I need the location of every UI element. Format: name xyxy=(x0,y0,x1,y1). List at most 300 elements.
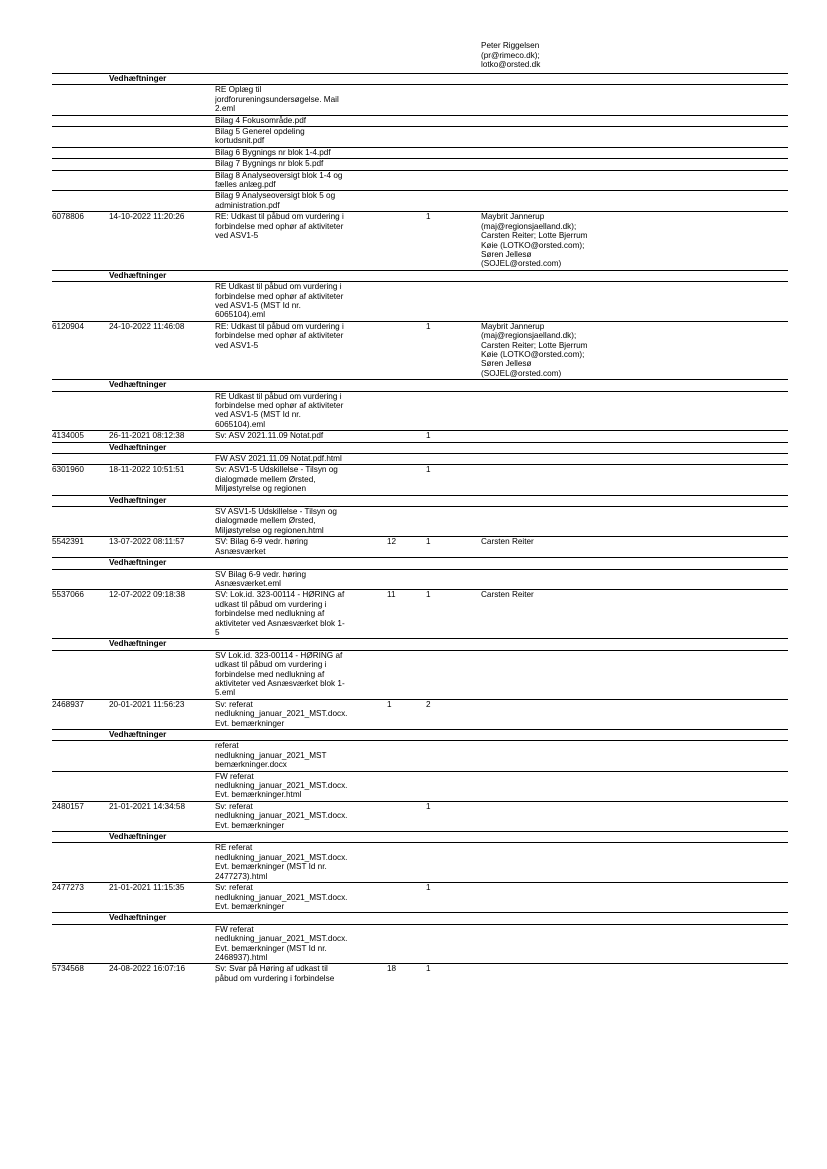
attachment-name-line: forbindelse med ophør af aktiviteter xyxy=(215,291,344,301)
record-subject xyxy=(215,699,387,729)
record-row xyxy=(52,321,788,379)
attachment-name-line: SV Bilag 6-9 vedr. høring xyxy=(215,569,307,579)
attachment-row xyxy=(52,282,788,322)
attachment-name xyxy=(215,771,387,801)
record-row xyxy=(52,883,788,913)
record-subject xyxy=(215,537,387,558)
attachment-row xyxy=(52,650,788,699)
attachment-name-line: 5.eml xyxy=(215,688,236,698)
empty-cell xyxy=(109,159,215,170)
empty-cell xyxy=(52,924,109,964)
record-subject-line: SV: Bilag 6-9 vedr. høring xyxy=(215,537,308,547)
attachment-name-line: Evt. bemærkninger (MST Id nr. xyxy=(215,862,327,872)
record-subject xyxy=(215,590,387,639)
record-subject xyxy=(215,883,387,913)
attachments-heading: Vedhæftninger xyxy=(109,442,167,452)
attachments-heading-row xyxy=(52,442,788,453)
record-count-a xyxy=(387,212,426,270)
empty-cell xyxy=(387,639,426,650)
empty-cell xyxy=(481,191,788,212)
attachment-name xyxy=(215,843,387,883)
record-count-b: 1 xyxy=(426,465,431,475)
record-subject-line: nedlukning_januar_2021_MST.docx. xyxy=(215,709,348,719)
record-date: 26-11-2021 08:12:38 xyxy=(109,431,185,441)
attachment-row xyxy=(52,127,788,148)
record-recipients xyxy=(481,883,788,913)
attachment-row xyxy=(52,159,788,170)
empty-cell xyxy=(426,650,481,699)
attachment-name xyxy=(215,191,387,212)
record-count-a: 12 xyxy=(387,537,397,547)
empty-cell xyxy=(109,85,215,115)
empty-cell xyxy=(52,442,109,453)
empty-cell xyxy=(52,558,109,569)
attachment-name-line: ved ASV1-5 (MST Id nr. xyxy=(215,300,301,310)
empty-cell xyxy=(481,730,788,741)
empty-cell xyxy=(52,569,109,590)
record-id: 5542391 xyxy=(52,537,84,547)
empty-cell xyxy=(481,913,788,924)
empty-cell xyxy=(481,639,788,650)
empty-cell xyxy=(215,832,387,843)
record-id: 6301960 xyxy=(52,465,84,475)
empty-cell xyxy=(387,74,426,85)
empty-cell xyxy=(481,442,788,453)
attachment-name-line: Asnæsværket.eml xyxy=(215,578,281,588)
record-subject xyxy=(215,321,387,379)
empty-cell xyxy=(481,391,788,431)
attachment-name-line: Evt. bemærkninger (MST Id nr. xyxy=(215,943,327,953)
record-recipients xyxy=(481,801,788,831)
empty-cell xyxy=(481,147,788,158)
attachment-name-line: nedlukning_januar_2021_MST.docx. xyxy=(215,934,348,944)
header-recipient-line: (pr@rimeco.dk); xyxy=(481,50,540,60)
empty-cell xyxy=(109,282,215,322)
attachments-heading: Vedhæftninger xyxy=(109,380,167,390)
empty-cell xyxy=(387,442,426,453)
record-date: 21-01-2021 11:15:35 xyxy=(109,883,185,893)
empty-cell xyxy=(215,639,387,650)
empty-cell xyxy=(426,127,481,148)
record-row xyxy=(52,212,788,270)
attachments-heading-row xyxy=(52,495,788,506)
record-count-a xyxy=(387,321,426,379)
attachments-heading: Vedhæftninger xyxy=(109,558,167,568)
attachment-name-line: 2477273).html xyxy=(215,871,268,881)
attachments-heading-row xyxy=(52,639,788,650)
attachment-name xyxy=(215,127,387,148)
empty-cell xyxy=(387,507,426,537)
attachment-name xyxy=(215,650,387,699)
record-subject-line: forbindelse med ophør af aktiviteter xyxy=(215,331,344,341)
attachment-row xyxy=(52,741,788,771)
empty-cell xyxy=(481,771,788,801)
attachment-name-line: administration.pdf xyxy=(215,200,280,210)
empty-cell xyxy=(109,924,215,964)
empty-cell xyxy=(52,380,109,391)
record-date: 13-07-2022 08:11:57 xyxy=(109,537,185,547)
empty-cell xyxy=(52,170,109,191)
record-subject-line: Asnæsværket xyxy=(215,546,266,556)
empty-cell xyxy=(109,771,215,801)
record-recipients-line: Maybrit Jannerup xyxy=(481,321,545,331)
empty-cell xyxy=(52,650,109,699)
attachment-name-line: FW referat xyxy=(215,771,254,781)
record-subject-line: Sv: ASV 2021.11.09 Notat.pdf xyxy=(215,431,324,441)
attachment-row xyxy=(52,507,788,537)
empty-cell xyxy=(481,924,788,964)
attachment-row xyxy=(52,147,788,158)
attachment-name-line: FW ASV 2021.11.09 Notat.pdf.html xyxy=(215,454,342,464)
attachment-name xyxy=(215,741,387,771)
record-recipients xyxy=(481,321,788,379)
attachment-name-line: RE Oplæg til xyxy=(215,85,262,95)
attachment-row xyxy=(52,191,788,212)
record-subject-line: Sv: referat xyxy=(215,801,253,811)
record-subject-line: Sv: referat xyxy=(215,883,253,893)
record-subject-line: Miljøstyrelse og regionen xyxy=(215,484,307,494)
record-count-b: 1 xyxy=(426,801,431,811)
empty-cell xyxy=(426,454,481,465)
attachment-name-line: Bilag 8 Analyseoversigt blok 1-4 og xyxy=(215,170,343,180)
record-recipients xyxy=(481,431,788,442)
empty-cell xyxy=(387,115,426,126)
empty-cell xyxy=(426,442,481,453)
empty-cell xyxy=(387,832,426,843)
attachment-name-line: Bilag 4 Fokusområde.pdf xyxy=(215,115,307,125)
empty-cell xyxy=(481,74,788,85)
empty-cell xyxy=(52,843,109,883)
empty-cell xyxy=(215,558,387,569)
record-recipients-line: Carsten Reiter xyxy=(481,537,534,547)
empty-cell xyxy=(426,74,481,85)
empty-cell xyxy=(481,159,788,170)
attachment-row xyxy=(52,170,788,191)
record-id: 4134005 xyxy=(52,431,84,441)
mail-log-body xyxy=(52,74,788,985)
record-recipients xyxy=(481,465,788,495)
attachments-heading: Vedhæftninger xyxy=(109,74,167,83)
empty-cell xyxy=(426,913,481,924)
attachment-name-line: Bilag 9 Analyseoversigt blok 5 og xyxy=(215,191,336,201)
empty-cell xyxy=(481,170,788,191)
attachment-name-line: 2.eml xyxy=(215,104,236,114)
attachment-name-line: Bilag 5 Generel opdeling xyxy=(215,127,305,137)
attachment-name xyxy=(215,282,387,322)
attachment-name xyxy=(215,507,387,537)
empty-cell xyxy=(481,270,788,281)
attachment-name-line: 6065104).eml xyxy=(215,419,266,429)
attachment-name-line: 2468937).html xyxy=(215,952,268,962)
attachment-name-line: Evt. bemærkninger.html xyxy=(215,790,302,800)
attachment-row xyxy=(52,569,788,590)
empty-cell xyxy=(109,391,215,431)
empty-cell xyxy=(109,843,215,883)
attachments-heading: Vedhæftninger xyxy=(109,270,167,280)
record-recipients-line: Carsten Reiter; Lotte Bjerrum xyxy=(481,231,588,241)
record-row xyxy=(52,431,788,442)
empty-cell xyxy=(109,191,215,212)
empty-cell xyxy=(387,170,426,191)
attachments-heading-row xyxy=(52,74,788,85)
empty-cell xyxy=(52,270,109,281)
empty-cell xyxy=(481,569,788,590)
attachment-name-line: ved ASV1-5 (MST Id nr. xyxy=(215,410,301,420)
empty-cell xyxy=(387,391,426,431)
empty-cell xyxy=(387,191,426,212)
record-count-b: 1 xyxy=(426,964,431,974)
attachments-heading-row xyxy=(52,558,788,569)
empty-cell xyxy=(52,771,109,801)
record-subject-line: forbindelse med nedlukning af xyxy=(215,609,325,619)
attachments-heading: Vedhæftninger xyxy=(109,730,167,739)
empty-cell xyxy=(426,569,481,590)
record-date: 14-10-2022 11:20:26 xyxy=(109,212,185,222)
record-count-a xyxy=(387,801,426,831)
attachment-name-line: RE Udkast til påbud om vurdering i xyxy=(215,391,342,401)
record-recipients-line: Søren Jellesø xyxy=(481,359,532,369)
empty-cell xyxy=(52,391,109,431)
record-recipients xyxy=(481,699,788,729)
empty-cell xyxy=(426,147,481,158)
record-date: 21-01-2021 14:34:58 xyxy=(109,801,186,811)
record-subject-line: RE: Udkast til påbud om vurdering i xyxy=(215,321,344,331)
record-id: 5537066 xyxy=(52,590,84,600)
attachment-name xyxy=(215,159,387,170)
empty-cell xyxy=(387,454,426,465)
attachment-name xyxy=(215,454,387,465)
record-count-a: 1 xyxy=(387,699,392,709)
record-count-b: 2 xyxy=(426,699,431,709)
record-recipients-line: Søren Jellesø xyxy=(481,249,532,259)
empty-cell xyxy=(426,730,481,741)
record-recipients-line: (SOJEL@orsted.com) xyxy=(481,259,562,269)
record-count-b: 1 xyxy=(426,883,431,893)
attachment-name-line: aktiviteter ved Asnæsværket blok 1- xyxy=(215,678,345,688)
attachment-name-line: SV ASV1-5 Udskillelse - Tilsyn og xyxy=(215,507,337,517)
record-recipients-line: Køie (LOTKO@orsted.com); xyxy=(481,240,585,250)
empty-cell xyxy=(481,495,788,506)
record-subject-line: nedlukning_januar_2021_MST.docx. xyxy=(215,892,348,902)
record-recipients-line: Carsten Reiter xyxy=(481,590,534,600)
attachments-heading: Vedhæftninger xyxy=(109,913,167,923)
empty-cell xyxy=(387,495,426,506)
empty-cell xyxy=(52,159,109,170)
empty-cell xyxy=(387,650,426,699)
empty-cell xyxy=(387,85,426,115)
empty-cell xyxy=(387,569,426,590)
empty-cell xyxy=(109,507,215,537)
record-recipients xyxy=(481,964,788,984)
record-row xyxy=(52,801,788,831)
empty-cell xyxy=(109,115,215,126)
empty-cell xyxy=(387,558,426,569)
attachment-name xyxy=(215,924,387,964)
empty-cell xyxy=(481,380,788,391)
attachment-name-line: fælles anlæg.pdf xyxy=(215,180,276,190)
empty-cell xyxy=(426,391,481,431)
record-id: 6120904 xyxy=(52,321,84,331)
record-subject xyxy=(215,212,387,270)
attachment-row xyxy=(52,115,788,126)
empty-cell xyxy=(52,191,109,212)
record-date: 24-10-2022 11:46:08 xyxy=(109,321,185,331)
empty-cell xyxy=(481,127,788,148)
attachments-heading-row xyxy=(52,730,788,741)
empty-cell xyxy=(426,159,481,170)
record-subject-line: Sv: Svar på Høring af udkast til xyxy=(215,964,328,974)
empty-cell xyxy=(215,913,387,924)
record-recipients-line: Maybrit Jannerup xyxy=(481,212,545,222)
record-subject-line: forbindelse med ophør af aktiviteter xyxy=(215,221,344,231)
empty-cell xyxy=(481,843,788,883)
record-subject xyxy=(215,801,387,831)
record-count-a xyxy=(387,431,426,442)
empty-cell xyxy=(52,454,109,465)
attachment-name xyxy=(215,569,387,590)
empty-cell xyxy=(109,454,215,465)
empty-cell xyxy=(215,730,387,741)
record-recipients-line: Carsten Reiter; Lotte Bjerrum xyxy=(481,340,588,350)
empty-cell xyxy=(52,730,109,741)
record-subject xyxy=(215,964,387,984)
attachments-heading-row xyxy=(52,270,788,281)
record-subject-line: dialogmøde mellem Ørsted, xyxy=(215,474,316,484)
empty-cell xyxy=(109,569,215,590)
record-recipients xyxy=(481,537,788,558)
record-subject-line: påbud om vurdering i forbindelse xyxy=(215,973,335,983)
empty-cell xyxy=(426,115,481,126)
attachment-row xyxy=(52,924,788,964)
record-subject xyxy=(215,465,387,495)
attachment-name xyxy=(215,147,387,158)
attachment-name-line: nedlukning_januar_2021_MST xyxy=(215,750,327,760)
record-id: 6078806 xyxy=(52,212,84,222)
attachment-name-line: Miljøstyrelse og regionen.html xyxy=(215,525,324,535)
record-subject-line: 5 xyxy=(215,627,220,637)
record-row xyxy=(52,964,788,984)
record-id: 2477273 xyxy=(52,883,84,893)
empty-cell xyxy=(387,147,426,158)
attachment-name-line: udkast til påbud om vurdering i xyxy=(215,660,327,670)
empty-cell xyxy=(215,495,387,506)
record-subject xyxy=(215,431,387,442)
attachment-name-line: nedlukning_januar_2021_MST.docx. xyxy=(215,781,348,791)
attachment-name-line: FW referat xyxy=(215,924,254,934)
empty-cell xyxy=(426,380,481,391)
attachment-name xyxy=(215,391,387,431)
empty-cell xyxy=(387,913,426,924)
attachment-name xyxy=(215,170,387,191)
record-subject-line: udkast til påbud om vurdering i xyxy=(215,599,327,609)
record-subject-line: Sv: ASV1-5 Udskillelse - Tilsyn og xyxy=(215,465,338,475)
empty-cell xyxy=(109,650,215,699)
attachment-name xyxy=(215,85,387,115)
record-row xyxy=(52,699,788,729)
record-id: 5734568 xyxy=(52,964,84,974)
empty-cell xyxy=(481,507,788,537)
empty-cell xyxy=(426,924,481,964)
attachment-name-line: dialogmøde mellem Ørsted, xyxy=(215,516,316,526)
empty-cell xyxy=(387,843,426,883)
attachment-row xyxy=(52,843,788,883)
record-subject-line: Evt. bemærkninger xyxy=(215,820,285,830)
empty-cell xyxy=(52,282,109,322)
record-count-a: 11 xyxy=(387,590,396,600)
record-subject-line: Evt. bemærkninger xyxy=(215,718,285,728)
empty-cell xyxy=(426,843,481,883)
record-recipients-line: (maj@regionsjaelland.dk); xyxy=(481,331,577,341)
empty-cell xyxy=(481,832,788,843)
record-row xyxy=(52,537,788,558)
empty-cell xyxy=(481,558,788,569)
empty-cell xyxy=(52,115,109,126)
attachments-heading-row xyxy=(52,832,788,843)
attachment-name-line: jordforureningsundersøgelse. Mail xyxy=(215,94,339,104)
record-recipients-line: (maj@regionsjaelland.dk); xyxy=(481,221,577,231)
attachment-name-line: forbindelse med nedlukning af xyxy=(215,669,325,679)
empty-cell xyxy=(387,380,426,391)
record-subject-line: aktiviteter ved Asnæsværket blok 1- xyxy=(215,618,345,628)
attachment-name xyxy=(215,115,387,126)
empty-cell xyxy=(215,74,387,85)
empty-cell xyxy=(426,639,481,650)
record-recipients-line: Køie (LOTKO@orsted.com); xyxy=(481,349,585,359)
record-subject-line: Sv: referat xyxy=(215,699,253,709)
empty-cell xyxy=(426,558,481,569)
empty-cell xyxy=(387,270,426,281)
record-count-b: 1 xyxy=(426,590,431,600)
attachment-name-line: RE referat xyxy=(215,843,253,853)
empty-cell xyxy=(387,730,426,741)
record-recipients xyxy=(481,212,788,270)
attachment-name-line: referat xyxy=(215,741,239,751)
empty-cell xyxy=(109,170,215,191)
empty-cell xyxy=(52,85,109,115)
empty-cell xyxy=(52,74,109,85)
record-row xyxy=(52,465,788,495)
attachment-row xyxy=(52,454,788,465)
attachment-name-line: forbindelse med ophør af aktiviteter xyxy=(215,401,344,410)
empty-cell xyxy=(387,924,426,964)
empty-cell xyxy=(481,85,788,115)
empty-cell xyxy=(426,507,481,537)
empty-cell xyxy=(426,191,481,212)
record-count-b: 1 xyxy=(426,321,431,331)
attachment-name-line: kortudsnit.pdf xyxy=(215,136,265,146)
empty-cell xyxy=(387,159,426,170)
empty-cell xyxy=(481,115,788,126)
attachment-name-line: Bilag 6 Bygnings nr blok 1-4.pdf xyxy=(215,147,331,157)
empty-cell xyxy=(387,741,426,771)
record-date: 18-11-2022 10:51:51 xyxy=(109,465,185,475)
attachment-row xyxy=(52,85,788,115)
record-date: 24-08-2022 16:07:16 xyxy=(109,964,186,974)
empty-cell xyxy=(426,282,481,322)
empty-cell xyxy=(52,832,109,843)
empty-cell xyxy=(426,832,481,843)
attachment-name-line: SV Lok.id. 323-00114 - HØRING af xyxy=(215,650,343,660)
attachments-heading: Vedhæftninger xyxy=(109,639,167,649)
empty-cell xyxy=(52,741,109,771)
record-date: 20-01-2021 11:56:23 xyxy=(109,699,185,709)
record-count-a: 18 xyxy=(387,964,397,974)
record-subject-line: Evt. bemærkninger xyxy=(215,901,285,911)
empty-cell xyxy=(215,380,387,391)
empty-cell xyxy=(426,170,481,191)
header-recipients xyxy=(481,41,540,70)
header-recipient-line: Peter Riggelsen xyxy=(481,41,540,50)
